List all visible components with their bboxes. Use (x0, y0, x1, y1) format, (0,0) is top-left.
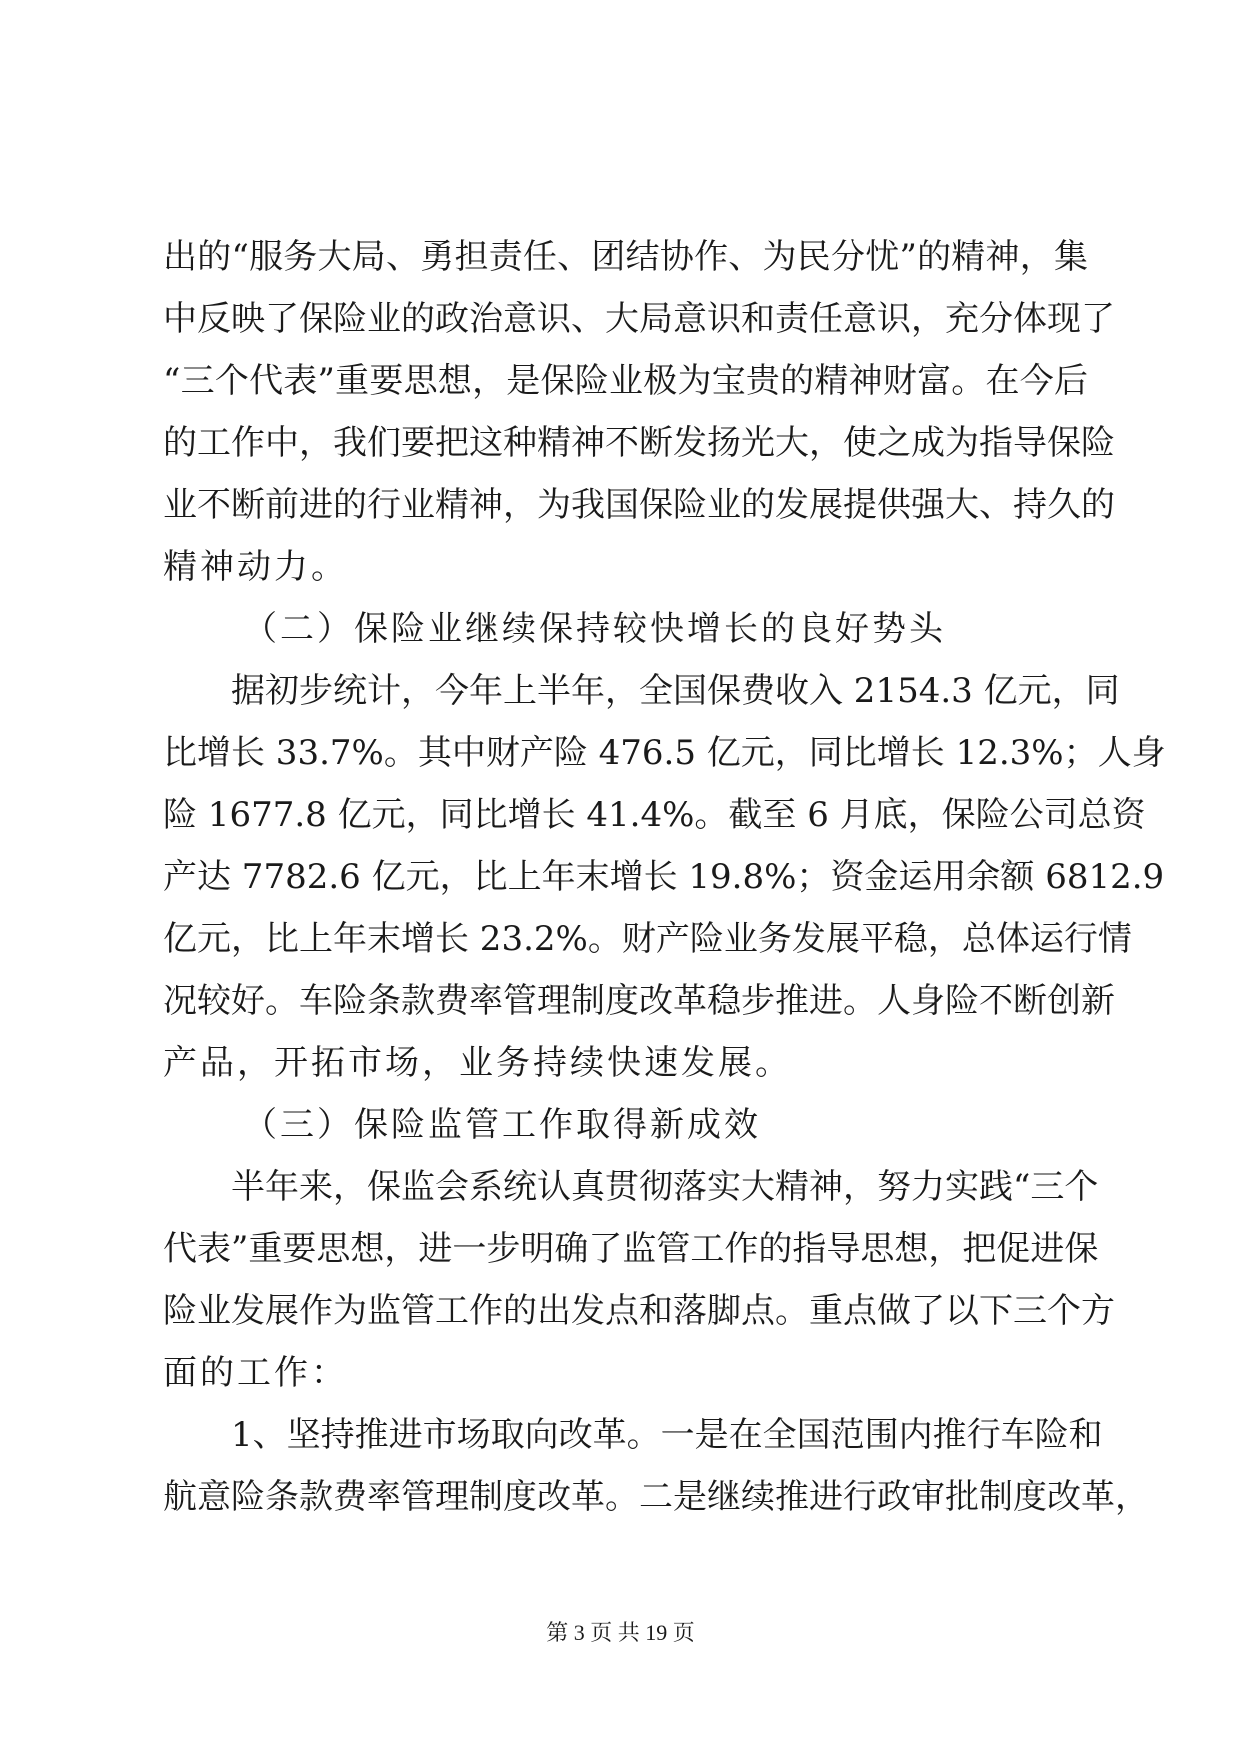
text-line: 险业发展作为监管工作的出发点和落脚点。重点做了以下三个方 (163, 1291, 1115, 1331)
text-line: 面的工作： (163, 1353, 348, 1393)
text-line: 产品，开拓市场，业务持续快速发展。 (163, 1043, 792, 1083)
text-line: 产达 7782.6 亿元，比上年末增长 19.8%；资金运用余额 6812.9 (163, 857, 1165, 897)
section-heading: （二）保险业继续保持较快增长的良好势头 (243, 609, 946, 649)
text-line: 据初步统计，今年上半年，全国保费收入 2154.3 亿元，同 (231, 671, 1120, 711)
text-line: 的工作中，我们要把这种精神不断发扬光大，使之成为指导保险 (163, 423, 1115, 463)
text-line: 半年来，保监会系统认真贯彻落实大精神，努力实践“三个 (231, 1167, 1099, 1207)
text-line: 况较好。车险条款费率管理制度改革稳步推进。人身险不断创新 (163, 981, 1115, 1021)
page-number-footer: 第 3 页 共 19 页 (546, 1620, 695, 1645)
text-line: 险 1677.8 亿元，同比增长 41.4%。截至 6 月底，保险公司总资 (163, 795, 1146, 835)
text-line: 业不断前进的行业精神，为我国保险业的发展提供强大、持久的 (163, 485, 1115, 525)
text-line: 精神动力。 (163, 547, 348, 587)
document-body (163, 226, 1166, 1528)
section-heading: （三）保险监管工作取得新成效 (243, 1105, 761, 1145)
text-line: 亿元，比上年末增长 23.2%。财产险业务发展平稳，总体运行情 (163, 919, 1132, 959)
text-line: 代表”重要思想，进一步明确了监管工作的指导思想，把促进保 (163, 1229, 1099, 1269)
text-line: 比增长 33.7%。其中财产险 476.5 亿元，同比增长 12.3%；人身 (163, 733, 1166, 773)
text-line: 航意险条款费率管理制度改革。二是继续推进行政审批制度改革， (163, 1477, 1149, 1517)
text-line: 1、坚持推进市场取向改革。一是在全国范围内推行车险和 (231, 1415, 1103, 1455)
text-line: 出的“服务大局、勇担责任、团结协作、为民分忧”的精神，集 (163, 237, 1088, 277)
text-line: “三个代表”重要思想，是保险业极为宝贵的精神财富。在今后 (163, 361, 1088, 401)
text-line: 中反映了保险业的政治意识、大局意识和责任意识，充分体现了 (163, 299, 1115, 339)
